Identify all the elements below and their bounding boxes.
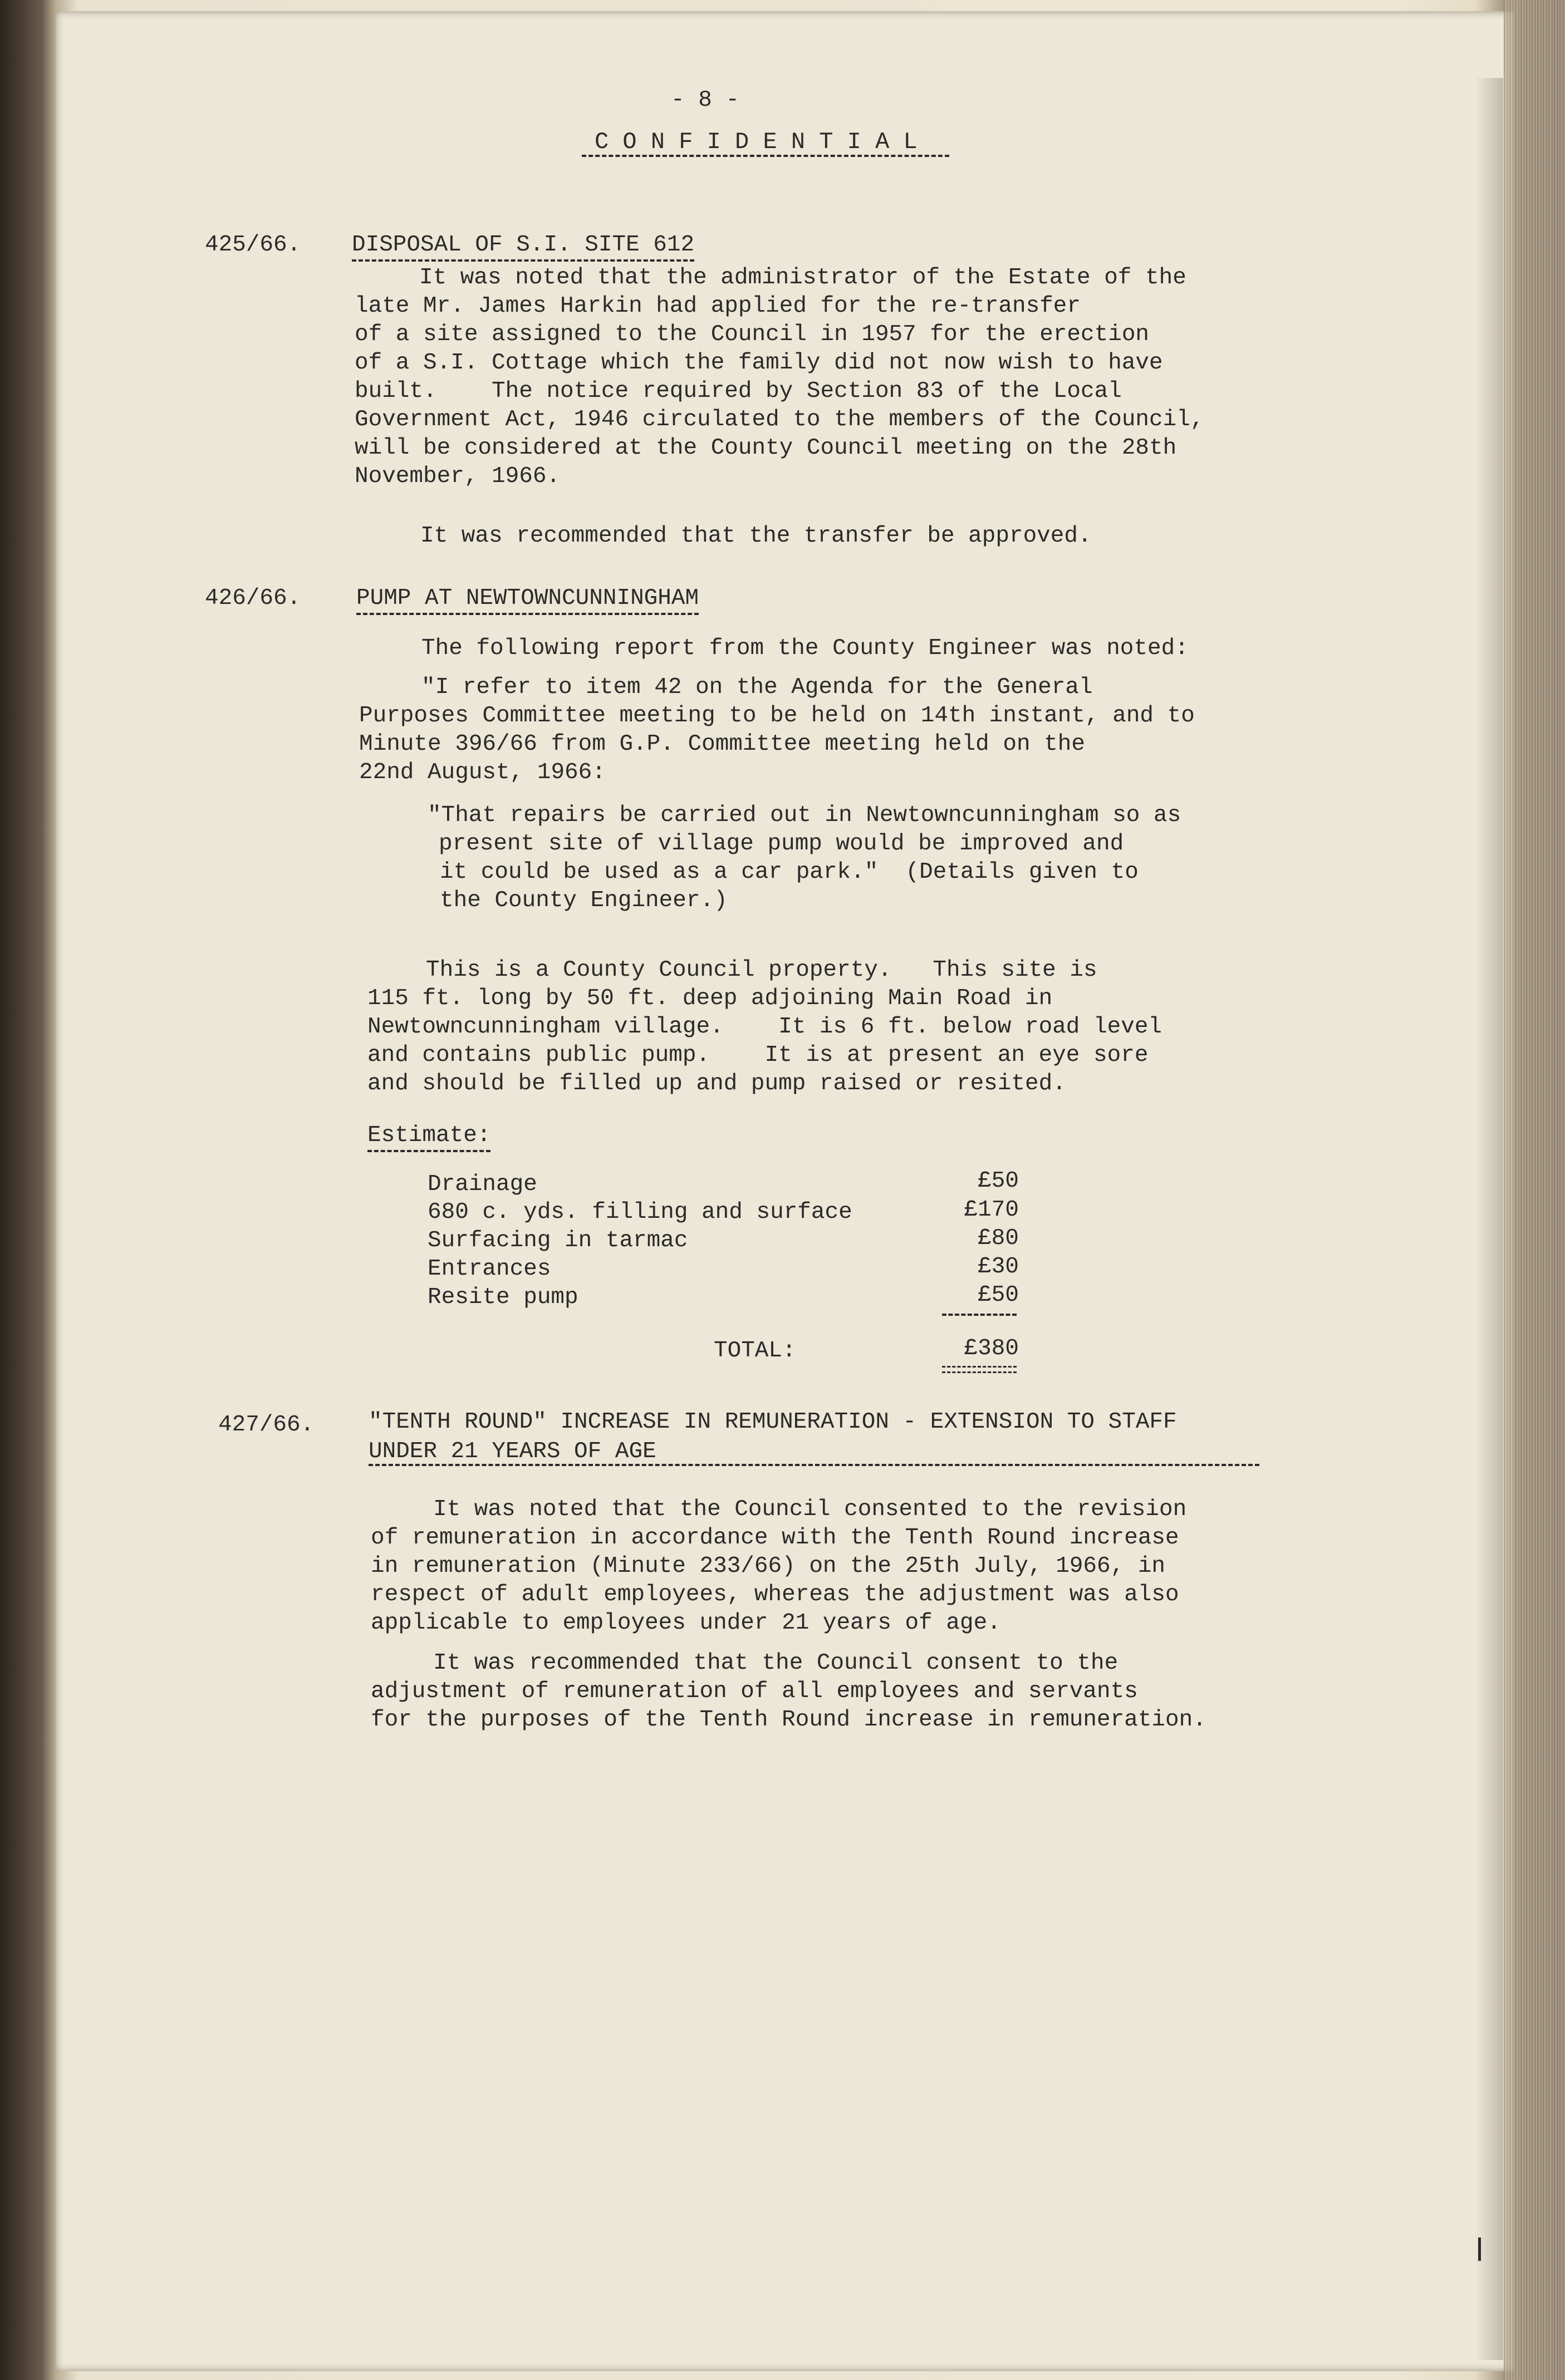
paragraph-line: November, 1966. bbox=[355, 464, 561, 489]
total-double-rule bbox=[942, 1371, 1017, 1373]
minute-number: 426/66. bbox=[205, 586, 301, 611]
estimate-item: Surfacing in tarmac bbox=[428, 1228, 688, 1253]
paragraph-line: "I refer to item 42 on the Agenda for the General bbox=[421, 675, 1093, 700]
binding-shadow bbox=[1475, 78, 1503, 2360]
paragraph-line: "That repairs be carried out in Newtowncunningham so as bbox=[428, 803, 1181, 828]
paragraph-line: Newtowncunningham village. It is 6 ft. below road level bbox=[367, 1014, 1162, 1040]
margin-mark bbox=[1478, 2238, 1481, 2261]
recommendation-paragraph bbox=[371, 1649, 1206, 1734]
minute-paragraph bbox=[371, 1496, 1186, 1638]
minute-paragraph bbox=[355, 264, 1204, 491]
paragraph-line: of a site assigned to the Council in 1957 for the erection bbox=[355, 322, 1150, 347]
estimate-item: Resite pump bbox=[428, 1285, 578, 1310]
minute-number: 425/66. bbox=[205, 232, 301, 258]
paragraph-line: 22nd August, 1966: bbox=[359, 760, 606, 785]
paragraph-line: will be considered at the County Council meeting on the 28th bbox=[355, 435, 1177, 461]
site-description bbox=[367, 956, 1162, 1098]
subtotal-rule bbox=[942, 1314, 1017, 1316]
paragraph-line: Minute 396/66 from G.P. Committee meeting held on the bbox=[359, 731, 1086, 757]
total-amount: £380 bbox=[964, 1336, 1019, 1361]
paragraph-line: Purposes Committee meeting to be held on 14th instant, and to bbox=[359, 703, 1195, 729]
paragraph-line: present site of village pump would be improved and bbox=[439, 831, 1124, 857]
paragraph-line: It was noted that the Council consented to the revision bbox=[433, 1497, 1187, 1522]
estimate-amount: £30 bbox=[978, 1254, 1019, 1280]
estimate-amount: £80 bbox=[978, 1226, 1019, 1251]
paragraph-line: built. The notice required by Section 83 of the Local bbox=[355, 378, 1122, 404]
estimate-amount: £50 bbox=[978, 1282, 1019, 1308]
paragraph-line: Government Act, 1946 circulated to the members of the Council, bbox=[355, 407, 1204, 432]
paragraph-line: It was noted that the administrator of the Estate of the bbox=[419, 265, 1186, 291]
title-underline bbox=[369, 1464, 1259, 1466]
paragraph-line: late Mr. James Harkin had applied for the re-transfer bbox=[355, 293, 1081, 319]
estimate-label: Estimate: bbox=[367, 1122, 490, 1152]
confidential-heading: C O N F I D E N T I A L bbox=[595, 129, 918, 155]
paragraph-line: the County Engineer.) bbox=[440, 888, 728, 913]
minute-title-continued: UNDER 21 YEARS OF AGE bbox=[369, 1439, 656, 1464]
page-number: - 8 - bbox=[671, 87, 740, 113]
minute-number: 427/66. bbox=[218, 1412, 315, 1438]
paragraph-line: 115 ft. long by 50 ft. deep adjoining Main Road in bbox=[367, 986, 1053, 1011]
paragraph-line: applicable to employees under 21 years of age. bbox=[371, 1610, 1001, 1636]
paragraph-line: It was recommended that the Council consent to the bbox=[433, 1650, 1118, 1676]
estimate-amount: £170 bbox=[964, 1197, 1019, 1223]
paragraph-line: in remuneration (Minute 233/66) on the 25th July, 1966, in bbox=[371, 1553, 1166, 1579]
estimate-item: Entrances bbox=[428, 1256, 551, 1282]
estimate-item: Drainage bbox=[428, 1172, 537, 1197]
page-edges bbox=[1504, 0, 1565, 2380]
total-label: TOTAL: bbox=[714, 1338, 796, 1364]
paragraph-line: and should be filled up and pump raised or resited. bbox=[367, 1071, 1066, 1096]
total-double-rule bbox=[942, 1366, 1017, 1368]
paragraph-line: adjustment of remuneration of all employees and servants bbox=[371, 1679, 1138, 1704]
paragraph-line: it could be used as a car park." (Details given to bbox=[440, 859, 1139, 885]
minute-title: DISPOSAL OF S.I. SITE 612 bbox=[352, 231, 694, 262]
minute-title: "TENTH ROUND" INCREASE IN REMUNERATION - EXTENSION TO STAFF bbox=[369, 1409, 1177, 1435]
confidential-underline bbox=[582, 155, 949, 157]
recommendation-text: It was recommended that the transfer be approved. bbox=[420, 523, 1092, 549]
paragraph-line: and contains public pump. It is at present an eye sore bbox=[367, 1043, 1149, 1068]
paragraph-line: respect of adult employees, whereas the adjustment was also bbox=[371, 1582, 1179, 1607]
quoted-resolution bbox=[428, 801, 1181, 915]
minute-title: PUMP AT NEWTOWNCUNNINGHAM bbox=[356, 584, 699, 615]
estimate-amount: £50 bbox=[978, 1168, 1019, 1194]
report-intro: The following report from the County Engineer was noted: bbox=[421, 636, 1189, 661]
estimate-item: 680 c. yds. filling and surface bbox=[428, 1199, 852, 1225]
paragraph-line: This is a County Council property. This site is bbox=[426, 957, 1097, 983]
engineer-report bbox=[359, 673, 1195, 787]
paragraph-line: for the purposes of the Tenth Round increase in remuneration. bbox=[371, 1707, 1206, 1733]
paragraph-line: of remuneration in accordance with the Tenth Round increase bbox=[371, 1525, 1179, 1551]
paragraph-line: of a S.I. Cottage which the family did not now wish to have bbox=[355, 350, 1163, 376]
